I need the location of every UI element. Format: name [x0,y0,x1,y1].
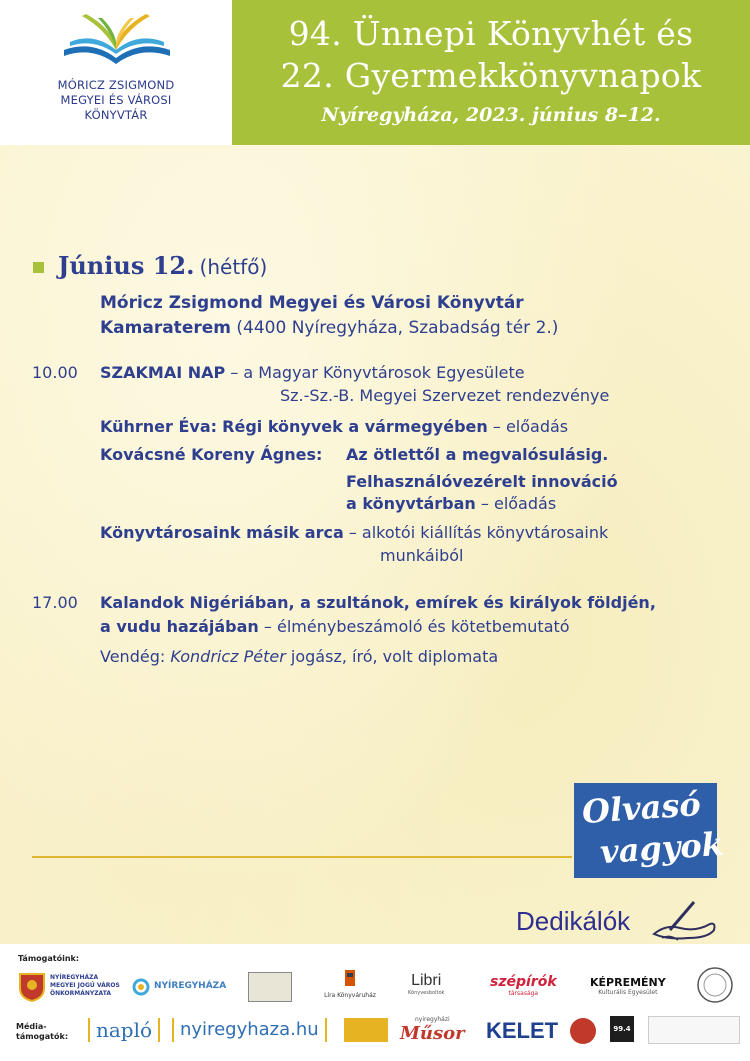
talk-speaker: Kührner Éva: [100,417,218,436]
event-time: 17.00 [32,593,78,612]
talk-type: – előadás [475,494,557,513]
supporters-label: Támogatóink: [18,954,80,963]
divider-line [32,856,572,858]
signing-hand-icon [648,894,720,944]
sponsor-libri-name: Libri [411,972,442,989]
media-radio-freq: 99.4 [613,1025,631,1033]
dedikalok-label: Dedikálók [516,906,631,936]
sponsor-lira-name: Líra Könyváruház [324,992,376,999]
media-musor-name: Műsor [400,1023,465,1044]
sponsor-libri [408,972,444,996]
sponsor-szepirok-sub: társasága [508,990,539,997]
guest-row [100,646,498,668]
event-header [232,0,750,145]
badge-line1: Olvasó [580,784,702,832]
badge-line2: vagyok [598,824,725,872]
sponsor-szepirok [490,974,557,997]
talk-title: Az ötlettől a megvalósulásig. [346,445,609,464]
event-title-row2 [100,616,570,638]
event-title: Kalandok Nigériában, a szultánok, emírek és királyok földjén, [100,593,656,612]
olvaso-vagyok-badge [574,783,725,878]
header-subtitle: Nyíregyháza, 2023. június 8–12. [321,104,661,126]
talk-title: Régi könyvek a vármegyében [222,417,488,436]
venue-address: (4400 Nyíregyháza, Szabadság tér 2.) [236,318,559,338]
exhibition-title: Könyvtárosaink másik arca [100,523,344,542]
nyiregyhaza-logo-icon [130,978,152,996]
media-nyiregyhaza-hu [172,1018,327,1042]
library-name-line1: MÓRICZ ZSIGMOND [57,78,175,92]
library-name-line3: KÖNYVTÁR [84,108,148,122]
media-round-logo-icon [568,1016,598,1046]
talk-type: – előadás [487,417,569,436]
sponsor-szepirok-name: szépírók [490,974,557,990]
guest-desc: jogász, író, volt diplomata [285,647,499,666]
media-nyiregyhaza-hu-name: nyiregyhaza.hu [180,1019,319,1040]
event-title-line2: a vudu hazájában [100,617,259,636]
media-varos-kep-logo-icon [648,1016,740,1044]
event-time: 10.00 [32,363,78,382]
venue-line2 [100,317,558,339]
event-title: SZAKMAI NAP [100,363,226,382]
portrait-stamp-icon [248,972,292,1002]
sponsor-nyiregyhaza [130,978,227,1000]
sponsor-city-council [18,972,120,1006]
talk-title-line3-bold: a könyvtárban [346,494,476,513]
sponsor-city-line3: ÖNKORMÁNYZATA [50,990,112,997]
media-kelet-name: KELET [486,1018,559,1043]
sponsor-libri-sub: Könyvesboltok [408,990,445,996]
sponsor-kepremeny [590,976,666,996]
media-naplo [88,1018,160,1042]
event-title-row [100,362,525,384]
sponsor-kepremeny-name: KÉPREMÉNY [590,976,666,989]
library-name-line2: MEGYEI ÉS VÁROSI [60,93,172,107]
media-label-line1: Média- [16,1022,47,1031]
sponsor-lira [320,968,380,999]
sponsor-city-line1: NYÍREGYHÁZA [50,974,99,981]
day-weekday: (hétfő) [199,255,268,279]
sponsor-city-line2: MEGYEI JOGÚ VÁROS [50,982,120,989]
event-desc-line2: Sz.-Sz.-B. Megyei Szervezet rendezvénye [280,386,610,405]
sponsor-nyiregyhaza-name: NYÍREGYHÁZA [154,981,227,991]
sponsor-kepremeny-sub: Kulturális Egyesület [598,989,658,996]
media-kelet [486,1018,558,1044]
media-tv-logo-icon [344,1018,388,1042]
talk-speaker: Kovácsné Koreny Ágnes: [100,445,323,464]
media-musor-top: nyiregyházi [414,1016,450,1023]
book-logo-icon [52,10,182,72]
talk-title-line2: Felhasználóvezérelt innováció [346,472,618,491]
venue-line1: Móricz Zsigmond Megyei és Városi Könyvtár [100,293,524,313]
header-title-line1: 94. Ünnepi Könyvhét és [288,14,694,53]
event-desc: – élménybeszámoló és kötetbemutató [258,617,570,636]
exhibition-row [100,522,608,544]
library-logo [0,0,232,145]
sponsors-footer [0,944,750,1061]
media-naplo-name: napló [96,1018,153,1042]
coat-of-arms-icon [18,972,46,1002]
day-heading [58,250,267,285]
day-date: Június 12. [58,251,195,280]
exhibition-desc-line2: munkáiból [380,546,464,565]
header-title-line2: 22. Gyermekkönyvnapok [280,56,702,95]
guest-name: Kondricz Péter [170,647,286,666]
green-bullet-icon [33,262,44,273]
media-label [16,1022,68,1042]
event-desc: – a Magyar Könyvtárosok Egyesülete [225,363,525,382]
round-seal-icon [696,966,734,1004]
media-musor [400,1016,465,1044]
talk-row [100,416,568,438]
library-name [0,78,232,123]
media-label-line2: támogatók: [16,1032,69,1041]
exhibition-desc: – alkotói kiállítás könyvtárosaink [343,523,609,542]
venue-room: Kamaraterem [100,318,231,338]
lira-tower-icon [342,968,358,988]
talk-title-line3 [346,493,556,515]
guest-label: Vendég: [100,647,171,666]
media-radio [610,1016,634,1042]
